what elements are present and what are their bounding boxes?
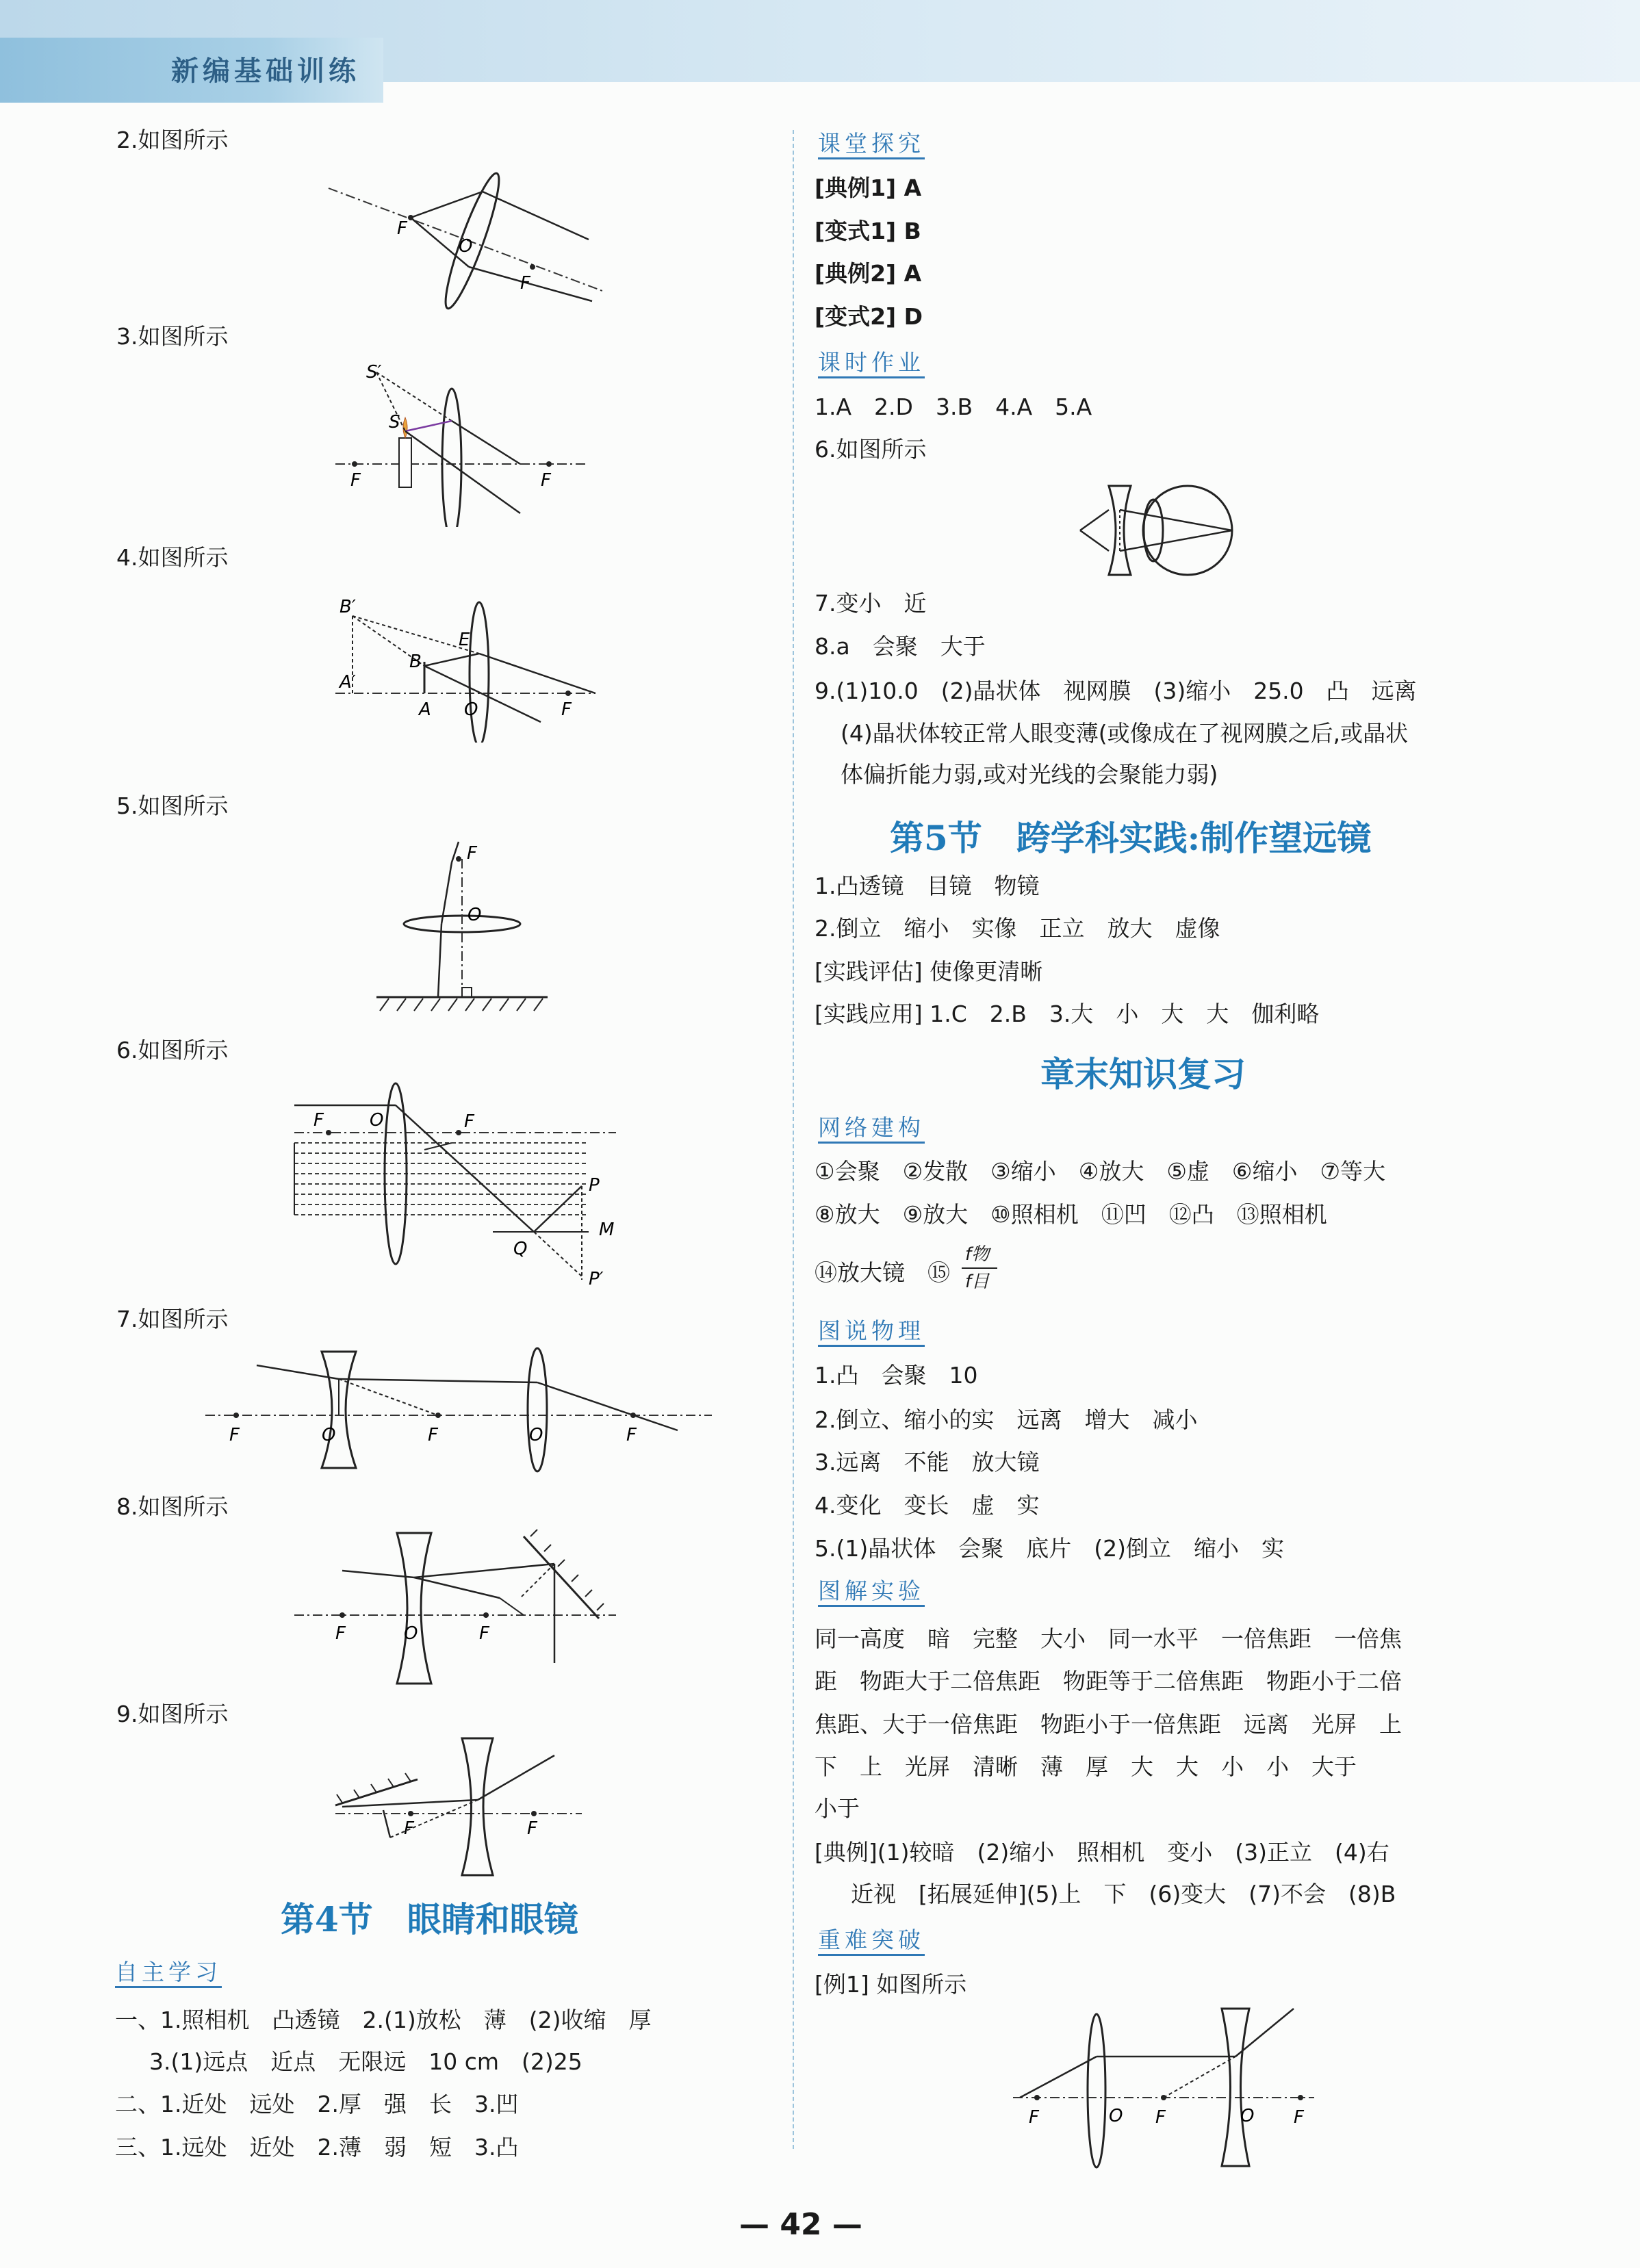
w3-denominator: f目 [965, 1272, 990, 1292]
eyeball [1143, 486, 1232, 575]
label-F: F [397, 218, 407, 239]
label-O: O [467, 905, 482, 925]
ray [483, 192, 589, 240]
header-title: 新编基础训练 [171, 55, 360, 87]
label-F: F [1155, 2107, 1166, 2128]
convex-lens [385, 1083, 407, 1264]
label-P-prime: P′ [589, 1269, 604, 1289]
q4-figure [335, 585, 609, 743]
k3: [典例2] A [815, 260, 922, 287]
label-Q: Q [513, 1239, 528, 1259]
label-P: P [589, 1175, 600, 1196]
zhongnan-label: 重难突破 [818, 1926, 925, 1956]
label-O: O [1109, 2106, 1123, 2126]
q2-figure [322, 164, 609, 311]
label-F: F [335, 1623, 346, 1644]
k1: [典例1] A [815, 175, 922, 201]
j7: 近视 [拓展延伸](5)上 下 (6)变大 (7)不会 (8)B [851, 1881, 1396, 1907]
label-F: F [350, 470, 361, 491]
ray [339, 1379, 537, 1382]
label-F: F [467, 843, 477, 864]
label-F: F [428, 1425, 438, 1445]
section-4-title: 第4节 眼睛和眼镜 [281, 1899, 578, 1940]
ks6: 6.如图所示 [815, 436, 927, 463]
label-B-prime: B′ [339, 597, 356, 617]
ks8: 8.a 会聚 大于 [815, 633, 986, 660]
ray [414, 1577, 500, 1598]
label-F: F [313, 1110, 324, 1131]
j5: 小于 [815, 1795, 860, 1822]
section-5-title: 第5节 跨学科实践:制作望远镜 [890, 818, 1372, 858]
label-F: F [541, 470, 551, 491]
label-O: O [370, 1110, 384, 1131]
q5-text: 5.如图所示 [116, 792, 229, 819]
column-divider [793, 130, 794, 2149]
ketang-label: 课堂探究 [818, 130, 925, 159]
q8-text: 8.如图所示 [116, 1493, 229, 1520]
label-O: O [1240, 2106, 1255, 2126]
j4: 下 上 光屏 清晰 薄 厚 大 大 小 小 大于 [815, 1753, 1357, 1780]
convex-lens [470, 602, 489, 743]
ray [342, 1800, 478, 1807]
ray [405, 421, 452, 431]
keshi-label: 课时作业 [818, 349, 925, 378]
ray [441, 862, 452, 924]
q5-figure [370, 838, 561, 1020]
ray [424, 654, 479, 666]
ks9b: (4)晶状体较正常人眼变薄(或像成在了视网膜之后,或晶状 [841, 720, 1409, 747]
s5-1: 1.凸透镜 目镜 物镜 [815, 873, 1040, 899]
label-S: S [389, 412, 400, 433]
ks9a: 9.(1)10.0 (2)晶状体 视网膜 (3)缩小 25.0 凸 远离 [815, 678, 1417, 704]
z1a: 一、1.照相机 凸透镜 2.(1)放松 薄 (2)收缩 厚 [115, 2007, 652, 2033]
j3: 焦距、大于一倍焦距 物距小于一倍焦距 远离 光屏 上 [815, 1711, 1402, 1738]
label-F: F [464, 1111, 474, 1132]
q3-figure [335, 363, 595, 527]
zn1: [例1] 如图所示 [815, 1971, 967, 1998]
concave-lens [1222, 2009, 1249, 2166]
label-O: O [529, 1425, 543, 1445]
q8-figure [287, 1523, 623, 1690]
ray [414, 1564, 554, 1577]
label-S-prime: S′ [366, 363, 382, 383]
label-O: O [322, 1425, 336, 1445]
s5-3: [实践评估] 使像更清晰 [815, 958, 1043, 985]
label-A: A [419, 699, 431, 720]
ks1: 1.A 2.D 3.B 4.A 5.A [815, 394, 1092, 420]
q9-figure [329, 1731, 589, 1879]
wangluo-label: 网络建构 [818, 1114, 925, 1144]
j6: [典例](1)较暗 (2)缩小 照相机 变小 (3)正立 (4)右 [815, 1839, 1389, 1866]
q6-text: 6.如图所示 [116, 1037, 229, 1064]
crystalline-lens [1144, 500, 1163, 561]
w3a: ⑭放大镜 ⑮ [815, 1259, 950, 1286]
label-F: F [1294, 2107, 1304, 2128]
q4-text: 4.如图所示 [116, 544, 229, 571]
label-F: F [479, 1623, 489, 1644]
label-A-prime: A′ [339, 672, 356, 693]
t4: 4.变化 变长 虚 实 [815, 1492, 1040, 1519]
ks7: 7.变小 近 [815, 590, 927, 617]
ground-hatch [380, 998, 543, 1011]
label-F: F [1029, 2107, 1039, 2128]
eye-figure [1075, 479, 1246, 582]
ray [469, 267, 592, 301]
q2-text: 2.如图所示 [116, 127, 229, 153]
label-B: B [409, 652, 422, 672]
z1b: 3.(1)远点 近点 无限远 10 cm (2)25 [149, 2048, 582, 2075]
label-O: O [459, 236, 473, 257]
mirror-ray [534, 1186, 582, 1232]
ray [537, 1382, 678, 1430]
review-title: 章末知识复习 [1040, 1054, 1246, 1094]
ray [342, 1571, 414, 1577]
zizhu-label: 自主学习 [115, 1959, 222, 1988]
t2: 2.倒立、缩小的实 远离 增大 减小 [815, 1406, 1198, 1433]
example1-figure [999, 2002, 1321, 2173]
w1: ①会聚 ②发散 ③缩小 ④放大 ⑤虚 ⑥缩小 ⑦等大 [815, 1158, 1386, 1185]
w3-numerator: f物 [965, 1244, 990, 1265]
z3: 三、1.远处 近处 2.薄 弱 短 3.凸 [115, 2134, 519, 2161]
q3-text: 3.如图所示 [116, 323, 229, 350]
j2: 距 物距大于二倍焦距 物距等于二倍焦距 物距小于二倍 [815, 1668, 1402, 1694]
t5: 5.(1)晶状体 会聚 底片 (2)倒立 缩小 实 [815, 1535, 1284, 1562]
label-F: F [404, 1818, 414, 1839]
label-F: F [229, 1425, 240, 1445]
ray [478, 1755, 554, 1800]
candle [399, 438, 411, 487]
q7-figure [198, 1341, 719, 1478]
convex-lens [1088, 2014, 1105, 2167]
label-O: O [404, 1623, 418, 1644]
k4: [变式2] D [815, 303, 923, 330]
label-E: E [459, 630, 470, 650]
j1: 同一高度 暗 完整 大小 同一水平 一倍焦距 一倍焦 [815, 1625, 1402, 1652]
label-F: F [561, 699, 572, 720]
q6-figure [287, 1078, 650, 1290]
t1: 1.凸 会聚 10 [815, 1362, 978, 1389]
convex-lens [442, 389, 461, 527]
k2: [变式1] B [815, 218, 921, 244]
page-number: — 42 — [739, 2207, 862, 2242]
q9-text: 9.如图所示 [116, 1701, 229, 1727]
ray [479, 654, 595, 693]
q7-text: 7.如图所示 [116, 1306, 229, 1332]
s5-4: [实践应用] 1.C 2.B 3.大 小 大 大 伽利略 [815, 1001, 1320, 1027]
concave-lens [1109, 486, 1131, 575]
s5-2: 2.倒立 缩小 实像 正立 放大 虚像 [815, 915, 1220, 942]
concave-lens [462, 1738, 493, 1875]
tushuo-label: 图说物理 [818, 1317, 925, 1347]
ray [438, 924, 441, 997]
parallel-lines [294, 1143, 589, 1215]
label-F: F [520, 273, 530, 294]
w2: ⑧放大 ⑨放大 ⑩照相机 ⑪凹 ⑫凸 ⑬照相机 [815, 1201, 1327, 1228]
label-F: F [527, 1818, 537, 1839]
ray [500, 1598, 524, 1615]
t3: 3.远离 不能 放大镜 [815, 1449, 1040, 1476]
ray [405, 431, 520, 513]
concave-lens [397, 1533, 431, 1684]
convex-lens [528, 1348, 547, 1471]
z2: 二、1.近处 远处 2.厚 强 长 3.凹 [115, 2091, 519, 2117]
ray [1020, 2057, 1097, 2098]
label-M: M [599, 1220, 615, 1240]
ks9c: 体偏折能力弱,或对光线的会聚能力弱) [841, 761, 1218, 788]
label-O: O [464, 699, 478, 720]
fraction-bar [962, 1267, 997, 1269]
plane-mirror [524, 1536, 599, 1619]
label-F: F [626, 1425, 637, 1445]
tujie-label: 图解实验 [818, 1577, 925, 1607]
